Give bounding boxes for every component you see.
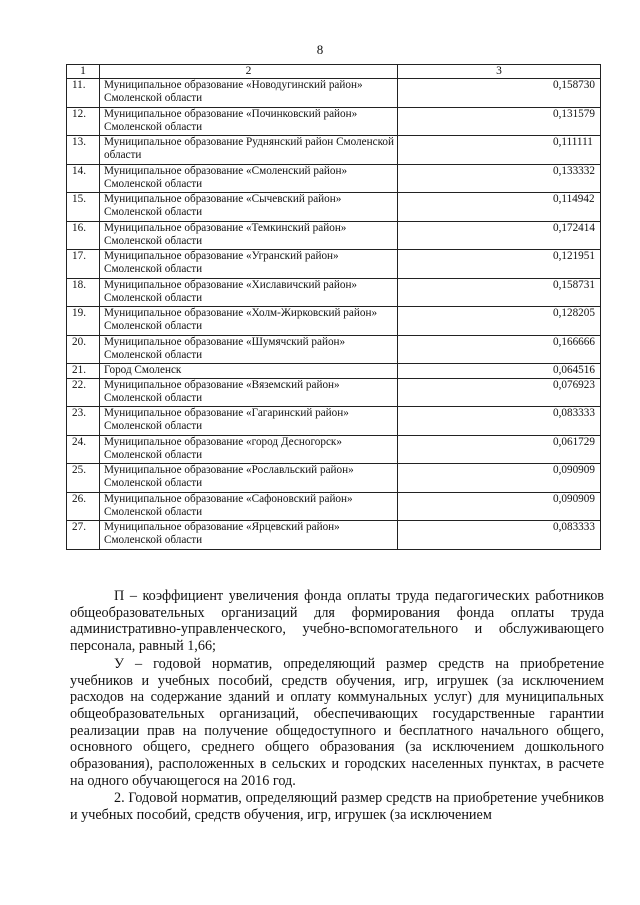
municipality-name-cell: Муниципальное образование «Смоленский район» Смоленской области <box>100 164 398 193</box>
row-number-cell: 14. <box>67 164 100 193</box>
coefficient-value-cell: 0,121951 <box>398 250 601 279</box>
municipality-name-cell: Муниципальное образование «Хиславичский район» Смоленской области <box>100 278 398 307</box>
row-number-cell: 20. <box>67 335 100 364</box>
coefficient-value-cell: 0,111111 <box>398 136 601 165</box>
municipality-name-cell: Муниципальное образование «город Десногорск» Смоленской области <box>100 435 398 464</box>
row-number-cell: 22. <box>67 378 100 407</box>
header-cell-number: 1 <box>67 65 100 79</box>
municipality-name-cell: Муниципальное образование «Темкинский район» Смоленской области <box>100 221 398 250</box>
row-number-cell: 16. <box>67 221 100 250</box>
municipality-name-cell: Муниципальное образование «Сычевский район» Смоленской области <box>100 193 398 222</box>
table-row <box>67 136 601 165</box>
municipality-name-cell: Муниципальное образование «Холм-Жирковский район» Смоленской области <box>100 307 398 336</box>
row-number-cell: 27. <box>67 521 100 550</box>
header-cell-name: 2 <box>100 65 398 79</box>
row-number-cell: 21. <box>67 364 100 379</box>
table-row <box>67 278 601 307</box>
row-number-cell: 18. <box>67 278 100 307</box>
table-row <box>67 307 601 336</box>
coefficient-value-cell: 0,128205 <box>398 307 601 336</box>
municipality-name-cell: Муниципальное образование «Сафоновский район» Смоленской области <box>100 492 398 521</box>
row-number-cell: 12. <box>67 107 100 136</box>
table-row <box>67 521 601 550</box>
coefficient-value-cell: 0,158730 <box>398 79 601 108</box>
row-number-cell: 23. <box>67 407 100 436</box>
table-row <box>67 378 601 407</box>
header-cell-value: 3 <box>398 65 601 79</box>
municipality-name-cell: Муниципальное образование «Ярцевский район» Смоленской области <box>100 521 398 550</box>
municipality-name-cell: Муниципальное образование «Шумячский район» Смоленской области <box>100 335 398 364</box>
coefficient-value-cell: 0,083333 <box>398 521 601 550</box>
table-header-row <box>67 65 601 79</box>
row-number-cell: 13. <box>67 136 100 165</box>
table-row <box>67 335 601 364</box>
municipality-name-cell: Муниципальное образование Руднянский район Смоленской области <box>100 136 398 165</box>
row-number-cell: 11. <box>67 79 100 108</box>
municipality-name-cell: Муниципальное образование «Гагаринский район» Смоленской области <box>100 407 398 436</box>
coefficient-value-cell: 0,131579 <box>398 107 601 136</box>
row-number-cell: 24. <box>67 435 100 464</box>
coefficient-value-cell: 0,064516 <box>398 364 601 379</box>
municipality-name-cell: Город Смоленск <box>100 364 398 379</box>
coefficient-value-cell: 0,090909 <box>398 492 601 521</box>
row-number-cell: 26. <box>67 492 100 521</box>
page-number: 8 <box>316 42 324 57</box>
coefficient-value-cell: 0,090909 <box>398 464 601 493</box>
table-row <box>67 221 601 250</box>
municipality-name-cell: Муниципальное образование «Починковский район» Смоленской области <box>100 107 398 136</box>
table-row <box>67 464 601 493</box>
row-number-cell: 25. <box>67 464 100 493</box>
municipality-name-cell: Муниципальное образование «Вяземский район» Смоленской области <box>100 378 398 407</box>
row-number-cell: 17. <box>67 250 100 279</box>
row-number-cell: 19. <box>67 307 100 336</box>
table-row <box>67 435 601 464</box>
coefficient-value-cell: 0,166666 <box>398 335 601 364</box>
coefficient-value-cell: 0,158731 <box>398 278 601 307</box>
coefficient-value-cell: 0,172414 <box>398 221 601 250</box>
table-row <box>67 79 601 108</box>
municipality-name-cell: Муниципальное образование «Рославльский район» Смоленской области <box>100 464 398 493</box>
coefficient-value-cell: 0,133332 <box>398 164 601 193</box>
table-row <box>67 164 601 193</box>
municipality-name-cell: Муниципальное образование «Новодугинский район» Смоленской области <box>100 79 398 108</box>
coefficient-value-cell: 0,061729 <box>398 435 601 464</box>
paragraph-norm-u: У – годовой норматив, определяющий размер средств на приобретение учебников и учебных пособий, средств обучения, игр, игрушек (за исключением расходов на содержание зданий и оплату коммунальных услуг) для муниципальных общеобразовательных организаций, обеспечивающих государственные гарантии реализации прав на получение общедоступного и бесплатного начального общего, основного общего, среднего общего образования (за исключением дошкольного образования), расположенных в сельских и городских населенных пунктах, в расчете на одного обучающегося на 2016 год. <box>70 655 604 789</box>
table-row <box>67 364 601 379</box>
table-row <box>67 407 601 436</box>
paragraph-item-2: 2. Годовой норматив, определяющий размер средств на приобретение учебников и учебных пособий, средств обучения, игр, игрушек (за исключением <box>70 790 604 824</box>
municipality-name-cell: Муниципальное образование «Угранский район» Смоленской области <box>100 250 398 279</box>
coefficient-table <box>66 64 601 550</box>
table-row <box>67 107 601 136</box>
table-row <box>67 492 601 521</box>
row-number-cell: 15. <box>67 193 100 222</box>
paragraph-coefficient-p: П – коэффициент увеличения фонда оплаты труда педагогических работников общеобразовательных организаций для формирования фонда оплаты труда административно-управленческого, учебно-вспомогательного и обслуживающего персонала, равный 1,66; <box>70 588 604 655</box>
body-text <box>70 588 604 824</box>
coefficient-value-cell: 0,076923 <box>398 378 601 407</box>
table-body <box>67 79 601 550</box>
table-row <box>67 193 601 222</box>
table-row <box>67 250 601 279</box>
coefficient-value-cell: 0,114942 <box>398 193 601 222</box>
coefficient-value-cell: 0,083333 <box>398 407 601 436</box>
